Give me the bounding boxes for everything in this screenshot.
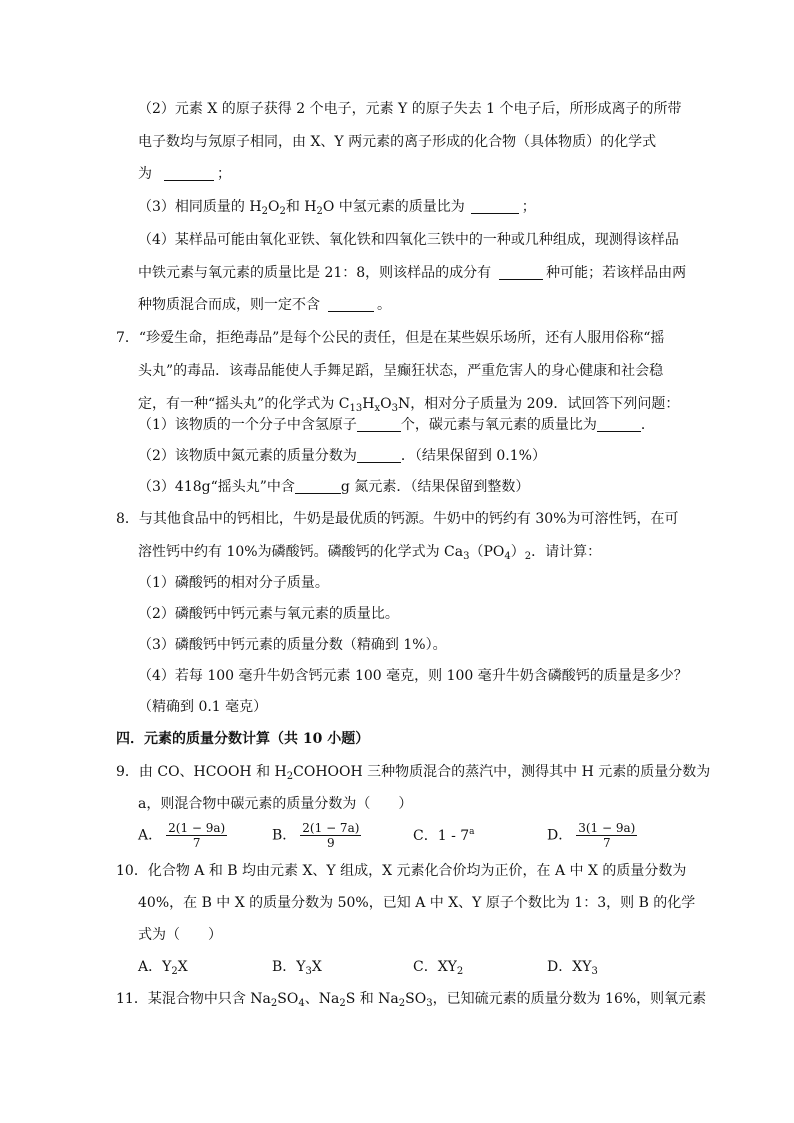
q9-option-c[interactable]: C．1 - 7$^a$ bbox=[413, 827, 475, 844]
q8-line-1: 8．与其他食品中的钙相比，牛奶是最优质的钙源。牛奶中的钙约有 30%为可溶性钙，在可 bbox=[116, 511, 679, 527]
q6-2-line-1: （2）元素 X 的原子获得 2 个电子，元素 Y 的原子失去 1 个电子后，所形成离子的所带 bbox=[138, 101, 682, 117]
q9-option-a[interactable]: A． $\frac{2(1 - 9a)}{7}$ bbox=[138, 821, 226, 850]
q9-option-b[interactable]: B． $\frac{2(1 - 7a)}{9}$ bbox=[272, 821, 360, 850]
q7-line-3: 定，有一种“摇头丸”的化学式为 $C_{13}H_xO_3N$，相对分子质量为 209．试回答下列问题： bbox=[138, 396, 680, 414]
q8-4-line-2: （精确到 0.1 毫克） bbox=[138, 699, 268, 715]
q11-line-1: 11．某混合物中只含 $Na_2SO_4$、$Na_2S$ 和 $Na_2SO_3$，已知硫元素的质量分数为 16%，则氧元素 bbox=[116, 991, 707, 1009]
q7-line-2: 头丸”的毒品．该毒品能使人手舞足蹈，呈癫狂状态，严重危害人的身心健康和社会稳 bbox=[138, 363, 664, 379]
q6-3-line: （3）相同质量的 $H_2O_2$和 $H_2O$ 中氢元素的质量比为 ； bbox=[138, 199, 536, 217]
q10-option-c[interactable]: C．$XY_2$ bbox=[413, 959, 464, 977]
q6-2-line-3: 为 ； bbox=[138, 166, 231, 182]
q7-3-line: （3）418g“摇头丸”中含 g 氮元素．（结果保留到整数） bbox=[138, 479, 530, 495]
q7-line-1: 7．“珍爱生命，拒绝毒品”是每个公民的责任，但是在某些娱乐场所，还有人服用俗称“摇 bbox=[116, 330, 665, 346]
q8-1-line: （1）磷酸钙的相对分子质量。 bbox=[138, 575, 329, 591]
q10-line-3: 式为（ ） bbox=[138, 927, 222, 943]
answer-blank bbox=[597, 417, 641, 432]
q8-4-line: （4）若每 100 毫升牛奶含钙元素 100 毫克，则 100 毫升牛奶含磷酸钙的质量是多少？ bbox=[138, 668, 688, 684]
q10-option-b[interactable]: B．$Y_3X$ bbox=[272, 959, 322, 977]
q7-1-line: （1）该物质的一个分子中含氢原子 个，碳元素与氧元素的质量比为 ． bbox=[138, 417, 655, 433]
q8-3-line: （3）磷酸钙中钙元素的质量分数（精确到 1%）。 bbox=[138, 637, 447, 653]
answer-blank bbox=[499, 265, 543, 280]
answer-blank bbox=[328, 297, 374, 312]
q9-line-2: a，则混合物中碳元素的质量分数为（ ） bbox=[138, 796, 413, 812]
q10-option-d[interactable]: D．$XY_3$ bbox=[547, 959, 598, 977]
answer-blank bbox=[295, 479, 341, 494]
q6-2-line-2: 电子数均与氖原子相同，由 X、Y 两元素的离子形成的化合物（具体物质）的化学式 bbox=[138, 134, 657, 150]
q6-4-line-2: 中铁元素与氧元素的质量比是 21：8，则该样品的成分有 种可能；若该样品由两 bbox=[138, 265, 687, 281]
answer-blank bbox=[164, 166, 214, 181]
q10-line-2: 40%，在 B 中 X 的质量分数为 50%，已知 A 中 X、Y 原子个数比为 1：3，则 B 的化学 bbox=[138, 895, 696, 911]
q10-line-1: 10．化合物 A 和 B 均由元素 X、Y 组成，X 元素化合价均为正价，在 A 中 X 的质量分数为 bbox=[116, 863, 687, 879]
q6-4-line-3: 种物质混合而成，则一定不含 。 bbox=[138, 297, 391, 313]
q8-line-2: 溶性钙中约有 10%为磷酸钙。磷酸钙的化学式为 $Ca_3(PO_4)_2$．请计算： bbox=[138, 544, 602, 562]
q10-option-a[interactable]: A．$Y_2X$ bbox=[138, 959, 188, 977]
q9-line-1: 9．由 CO、HCOOH 和 $H_2COHOOH$ 三种物质混合的蒸汽中，测得其中 H 元素的质量分数为 bbox=[116, 764, 711, 782]
q9-option-d[interactable]: D． $\frac{3(1 - 9a)}{7}$ bbox=[547, 821, 636, 850]
q6-4-line-1: （4）某样品可能由氧化亚铁、氧化铁和四氧化三铁中的一种或几种组成，现测得该样品 bbox=[138, 232, 679, 248]
q7-2-line: （2）该物质中氮元素的质量分数为 ．（结果保留到 0.1%） bbox=[138, 448, 546, 464]
answer-blank bbox=[357, 417, 401, 432]
answer-blank bbox=[471, 199, 519, 214]
section-heading: 四．元素的质量分数计算（共 10 小题） bbox=[116, 731, 370, 747]
fraction: $\frac{2(1 - 9a)}{7}$ bbox=[168, 821, 226, 850]
q8-2-line: （2）磷酸钙中钙元素与氧元素的质量比。 bbox=[138, 606, 399, 622]
fraction: $\frac{3(1 - 9a)}{7}$ bbox=[578, 821, 636, 850]
fraction: $\frac{2(1 - 7a)}{9}$ bbox=[302, 821, 360, 850]
answer-blank bbox=[357, 448, 401, 463]
